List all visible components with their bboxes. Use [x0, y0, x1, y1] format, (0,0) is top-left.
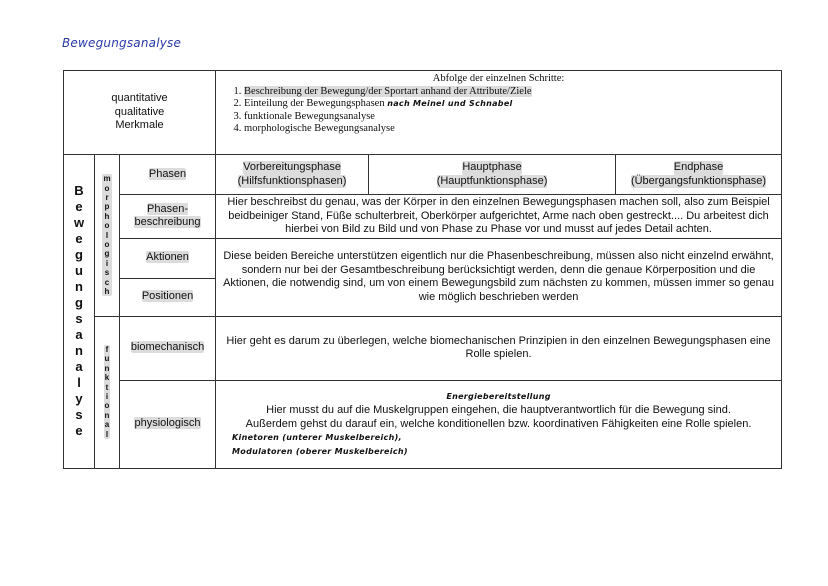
vertical-letter: u [75, 263, 83, 279]
steps-list [222, 86, 775, 136]
vertical-letter: s [75, 311, 83, 327]
vertical-letter: u [104, 354, 110, 364]
row-label-phasenbeschreibung: Phasen-beschreibung [120, 195, 216, 239]
vertical-letter: e [75, 199, 83, 215]
row-label-phasen: Phasen [120, 155, 216, 195]
header-left-line: qualitative [114, 105, 165, 118]
physiologisch-line: Außerdem gehst du darauf ein, welche konditionellen bzw. koordinativen Fähigkeiten eine Rolle spielen. [245, 417, 752, 430]
analysis-table [63, 70, 782, 469]
vertical-letter: s [104, 268, 110, 278]
vertical-letter: a [104, 420, 110, 430]
vertical-letter: l [77, 375, 81, 391]
row-physiologisch [64, 380, 782, 468]
vertical-letter: h [104, 211, 110, 221]
vertical-letter: e [75, 231, 83, 247]
vertical-letter: m [103, 174, 111, 184]
row-label-positionen: Positionen [120, 278, 216, 316]
vertical-letter: g [75, 247, 83, 263]
vertical-letter: f [105, 344, 109, 354]
vertical-letter: o [104, 239, 110, 249]
header-left-line: Merkmale [115, 119, 164, 132]
vertical-text [104, 345, 111, 439]
cell-endphase: Endphase (Übergangsfunktionsphase) [616, 155, 782, 195]
step-item: 4. morphologische Bewegungsanalyse [244, 123, 775, 136]
cell-physiologisch [216, 380, 782, 468]
handwritten-note: nach Meinel und Schnabel [387, 99, 513, 108]
vertical-text [102, 174, 111, 296]
vertical-letter: e [75, 423, 83, 439]
step-item: 1. Beschreibung der Bewegung/der Sportart anhand der Attribute/Ziele [244, 86, 775, 99]
vertical-letter: n [104, 410, 110, 420]
steps-heading: Abfolge der einzelnen Schritte: [432, 73, 565, 84]
row-label-aktionen: Aktionen [120, 238, 216, 278]
vertical-letter: o [104, 401, 110, 411]
header-left-line: quantitative [111, 92, 168, 105]
vertical-letter: t [105, 382, 109, 392]
vertical-letter: r [105, 192, 109, 202]
vertical-letter: n [75, 343, 83, 359]
vertical-letter: l [105, 429, 109, 439]
vertical-letter: g [104, 249, 110, 259]
vertical-letter: g [75, 295, 83, 311]
vertical-letter: p [104, 202, 110, 212]
handwritten-note: Modulatoren (oberer Muskelbereich) [232, 446, 408, 456]
vertical-letter: w [73, 215, 85, 231]
vertical-letter: a [75, 359, 83, 375]
step-item: 3. funktionale Bewegungsanalyse [244, 111, 775, 124]
row-label-physiologisch: physiologisch [120, 380, 216, 468]
vertical-letter: n [104, 363, 110, 373]
header-steps-cell [216, 71, 782, 155]
side-label-bewegungsanalyse [64, 155, 95, 469]
side-label-funktional [95, 316, 120, 468]
cell-aktionen-positionen: Diese beiden Bereiche unterstützen eigentlich nur die Phasenbeschreibung, müssen also nicht einzelnd erwähnt, sondern nur bei der Gesamtbeschreibung berücksichtigt werden, denn die genaue Körperposition und die Aktionen, die notwendig sind, um von einem Bewegungsbild zum nächsten zu kommen, müssen immer so genau wie möglich beschrieben werden [216, 238, 782, 316]
cell-phasenbeschreibung: Hier beschreibst du genau, was der Körper in den einzelnen Bewegungsphasen machen soll, also zum Beispiel beidbeiniger Stand, Füße schulterbreit, Oberkörper aufgerichtet, Arme nach oben gestreckt.... Du arbeitest dich hierbei von Bild zu Bild und von Phase zu Phase vor und musst auf jedes Detail achten. [216, 195, 782, 239]
row-biomechanisch [64, 316, 782, 380]
step-item: 2. Einteilung der Bewegungsphasen nach Meinel und Schnabel [244, 98, 775, 111]
row-label-biomechanisch: biomechanisch [120, 316, 216, 380]
vertical-text [64, 183, 94, 439]
vertical-letter: y [75, 391, 83, 407]
vertical-letter: h [104, 286, 110, 296]
cell-biomechanisch: Hier geht es darum zu überlegen, welche biomechanischen Prinzipien in den einzelnen Bewegungsphasen eine Rolle spielen. [216, 316, 782, 380]
vertical-letter: n [75, 279, 83, 295]
page-title: Bewegungsanalyse [62, 36, 182, 50]
vertical-letter: o [104, 183, 110, 193]
handwritten-note: Kinetoren (unterer Muskelbereich), [232, 433, 402, 443]
handwritten-note: Energiebereitstellung [446, 391, 551, 401]
vertical-letter: o [104, 221, 110, 231]
vertical-letter: B [74, 183, 84, 199]
cell-hauptphase: Hauptphase (Hauptfunktionsphase) [369, 155, 616, 195]
row-phasen [64, 155, 782, 195]
side-label-morphologisch [95, 155, 120, 317]
vertical-letter: k [104, 373, 110, 383]
vertical-letter: a [75, 327, 83, 343]
vertical-letter: i [105, 392, 109, 401]
vertical-letter: c [104, 277, 110, 287]
header-row [64, 71, 782, 155]
physiologisch-line: Hier musst du auf die Muskelgruppen eingehen, die hauptverantwortlich für die Bewegung sind. [266, 404, 731, 417]
row-aktionen [64, 238, 782, 278]
vertical-letter: i [105, 258, 109, 268]
row-phasenbeschreibung [64, 195, 782, 239]
vertical-letter: s [75, 407, 83, 423]
cell-vorbereitungsphase: Vorbereitungsphase (Hilfsfunktionsphasen) [216, 155, 369, 195]
header-left-cell [64, 71, 216, 155]
vertical-letter: l [105, 230, 109, 240]
